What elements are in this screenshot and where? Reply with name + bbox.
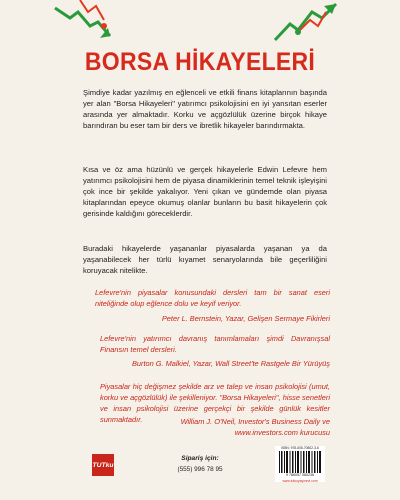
description-paragraph-2: Kısa ve öz ama hüzünlü ve gerçek hikayelerle Edwin Lefevre hem yatırımcı psikolojisini hem de piyasa dinamiklerinin temel teknik işleyişini çok ince bir şekilde yakalıyor. Yeni çıkan ve gündemde olan piyasa kitaplarından epeyce okumuş olanlar bunların bu basit hikayelerin çok gerisinde kaldığını göreceklerdir. (83, 165, 327, 218)
publisher-logo: TUTku (92, 454, 114, 476)
book-title: BORSA HİKAYELERİ (84, 48, 316, 76)
order-label: Sipariş için: (181, 455, 219, 462)
quote-3-text: Piyasalar hiç değişmez şekilde arz ve talep ve insan psikolojisi (umut, korku ve açgözlülük) ile şekilleniyor. "Borsa Hikayeleri", hisse senetleri ve insan psikolojisi üzerine gerçekçi bir şekilde günlük kesitler sunmaktadır. (100, 382, 330, 424)
order-phone: (555) 996 78 95 (177, 466, 223, 473)
isbn-text: ISBN: 978-605-70802-3-6 (281, 446, 319, 450)
quote-1-author: Peter L. Bernstein, Yazar, Gelişen Sermaye Fikirleri (161, 314, 330, 323)
quote-1-text: Lefevre'nin piyasalar konusundaki dersleri tam bir sanat eseri niteliğinde olup eğlence dolu ve keyif veriyor. (95, 288, 330, 308)
description-paragraph-3: Buradaki hikayelerde yaşananlar piyasalarda yaşanan ya da yaşanabilecek her türlü kıyamet senaryolarında bile geçerliliğini koruyacak nitelikte. (83, 244, 327, 275)
quote-3-author: William J. O'Neil, Investor's Business Daily ve www.investors.com kurucusu (180, 417, 330, 437)
publisher-website: www.tutkuyayinevi.com (282, 479, 318, 483)
barcode (278, 451, 322, 473)
quote-2-text: Lefevre'nin yatırımcı davranış tanımlamaları şimdi Davranışsal Finansın temel dersleri. (100, 334, 330, 354)
description-paragraph-1: Şimdiye kadar yazılmış en eğlenceli ve etkili finans kitaplarının başında yer alan "Borsa Hikayeleri" yatırımcı psikolojisini en iyi yansıtan eserler arasında yer almaktadır. Korku ve açgözlülük üzerine birçok hikaye barındıran bu eser tam bir ders ve ibretlik hikayeler barındırmakta. (83, 88, 327, 130)
quote-2-author: Burton G. Malkiel, Yazar, Wall Street'te Rastgele Bir Yürüyüş (131, 359, 330, 368)
barcode-number: 9 786057 080236 (286, 473, 314, 477)
